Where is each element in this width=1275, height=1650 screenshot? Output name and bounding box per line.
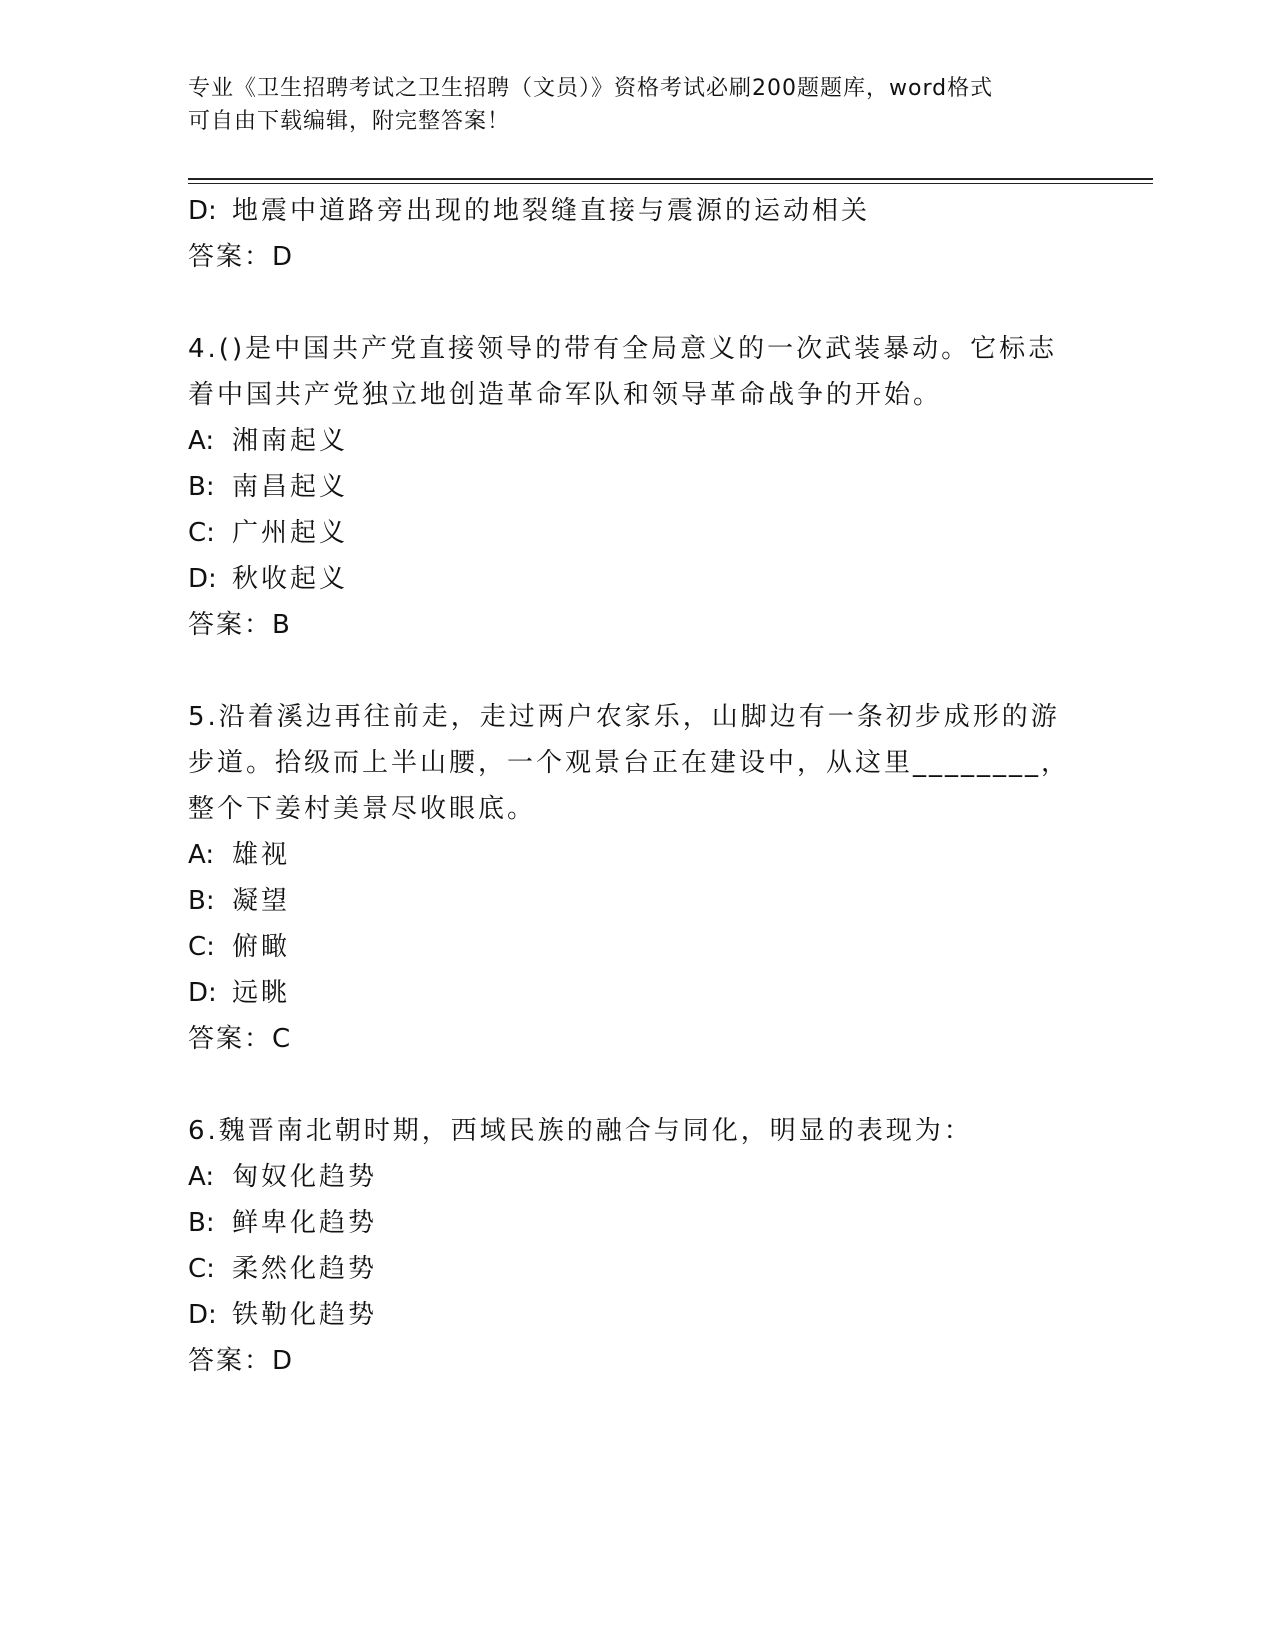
q4-answer: 答案：B bbox=[188, 610, 292, 640]
option-key: D: bbox=[188, 196, 217, 226]
option-text: 柔然化趋势 bbox=[232, 1254, 378, 1284]
option-text: 秋收起义 bbox=[232, 564, 349, 594]
option-key: C: bbox=[188, 932, 215, 962]
option-text: 湘南起义 bbox=[232, 426, 349, 456]
q5-option-d bbox=[188, 970, 1088, 1016]
q6-answer: 答案：D bbox=[188, 1346, 295, 1376]
q5-answer: 答案：C bbox=[188, 1024, 293, 1054]
option-key: D: bbox=[188, 564, 217, 594]
spacer bbox=[188, 280, 1088, 326]
option-text: 雄视 bbox=[232, 840, 291, 870]
option-key: B: bbox=[188, 1208, 215, 1238]
option-text: 广州起义 bbox=[232, 518, 349, 548]
q6-option-c bbox=[188, 1246, 1088, 1292]
q6-option-a bbox=[188, 1154, 1088, 1200]
q5-stem-line1: 5.沿着溪边再往前走，走过两户农家乐，山脚边有一条初步成形的游 bbox=[188, 702, 1060, 732]
q4-option-c bbox=[188, 510, 1088, 556]
option-key: D: bbox=[188, 1300, 217, 1330]
header-title-line2: 可自由下载编辑，附完整答案！ bbox=[188, 109, 511, 134]
option-key: B: bbox=[188, 472, 215, 502]
q6-option-d bbox=[188, 1292, 1088, 1338]
q5-option-b bbox=[188, 878, 1088, 924]
option-text: 南昌起义 bbox=[232, 472, 349, 502]
option-text: 匈奴化趋势 bbox=[232, 1162, 378, 1192]
q4-stem-line1: 4.()是中国共产党直接领导的带有全局意义的一次武装暴动。它标志 bbox=[188, 334, 1058, 364]
option-text: 鲜卑化趋势 bbox=[232, 1208, 378, 1238]
header-divider bbox=[188, 178, 1153, 184]
q6-option-b bbox=[188, 1200, 1088, 1246]
option-text: 俯瞰 bbox=[232, 932, 291, 962]
option-text: 远眺 bbox=[232, 978, 291, 1008]
option-text: 地震中道路旁出现的地裂缝直接与震源的运动相关 bbox=[232, 196, 871, 226]
question-list bbox=[188, 188, 1088, 1384]
q4-option-d bbox=[188, 556, 1088, 602]
q4-option-b bbox=[188, 464, 1088, 510]
spacer bbox=[188, 1062, 1088, 1108]
q4-stem-line2: 着中国共产党独立地创造革命军队和领导革命战争的开始。 bbox=[188, 380, 943, 410]
option-key: A: bbox=[188, 840, 215, 870]
spacer bbox=[188, 648, 1088, 694]
option-key: A: bbox=[188, 1162, 215, 1192]
option-text: 铁勒化趋势 bbox=[232, 1300, 378, 1330]
option-key: D: bbox=[188, 978, 217, 1008]
q5-option-a bbox=[188, 832, 1088, 878]
q5-stem-line2: 步道。拾级而上半山腰，一个观景台正在建设中，从这里________， bbox=[188, 748, 1071, 778]
option-key: B: bbox=[188, 886, 215, 916]
header-title-line1: 专业《卫生招聘考试之卫生招聘（文员）》资格考试必刷200题题库，word格式 bbox=[188, 76, 994, 101]
option-key: C: bbox=[188, 518, 215, 548]
option-text: 凝望 bbox=[232, 886, 291, 916]
prev-answer: 答案：D bbox=[188, 242, 295, 272]
q5-option-c bbox=[188, 924, 1088, 970]
prev-option-d bbox=[188, 188, 1088, 234]
q5-stem-line3: 整个下姜村美景尽收眼底。 bbox=[188, 794, 537, 824]
q6-stem-line1: 6.魏晋南北朝时期，西域民族的融合与同化，明显的表现为： bbox=[188, 1116, 973, 1146]
q4-option-a bbox=[188, 418, 1088, 464]
page-header bbox=[188, 72, 1068, 138]
option-key: C: bbox=[188, 1254, 215, 1284]
option-key: A: bbox=[188, 426, 215, 456]
